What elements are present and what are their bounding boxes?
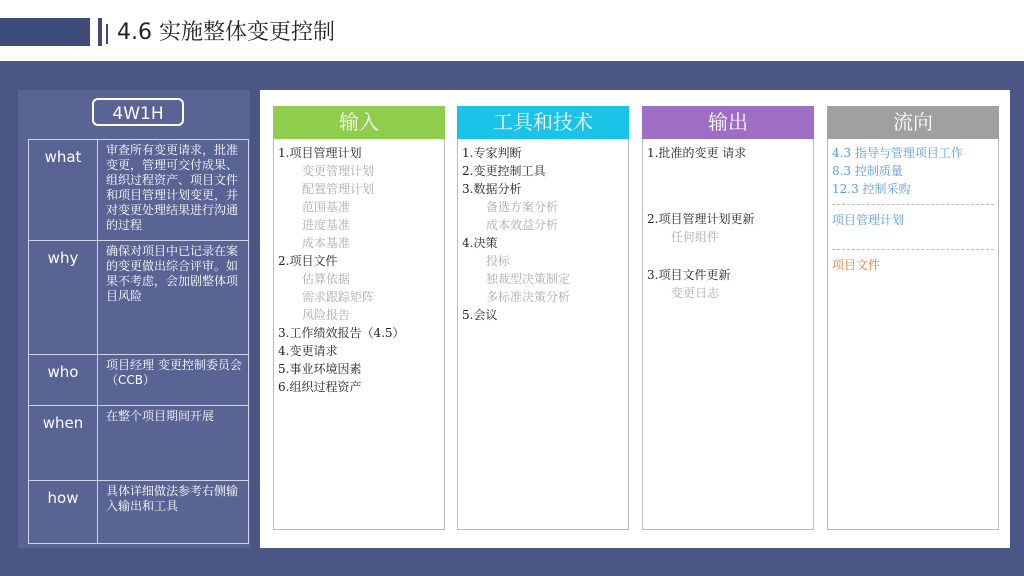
dashed-divider (832, 204, 994, 205)
input-column-body (273, 139, 445, 530)
list-item: 2.项目文件 (278, 254, 338, 268)
flow-item-link: 4.3 指导与管理项目工作 (832, 146, 963, 160)
flow-column-body (827, 139, 999, 530)
output-column-body (642, 139, 814, 530)
list-item: 3.数据分析 (462, 182, 522, 196)
list-item: 配置管理计划 (302, 182, 375, 196)
tools-column (457, 106, 629, 530)
header-accent-band (0, 18, 90, 46)
list-item: 需求跟踪矩阵 (302, 290, 375, 304)
flow-column-header: 流向 (827, 106, 999, 139)
row-key-when: when (29, 406, 98, 481)
table-row (29, 140, 249, 241)
row-value-what: 审查所有变更请求，批准变更，管理可交付成果、组织过程资产、项目文件和项目管理计划变更，并对变更处理结果进行沟通的过程 (98, 140, 249, 241)
list-item: 2.项目管理计划更新 (647, 212, 755, 226)
list-item: 成本基准 (302, 236, 351, 250)
spacer (647, 162, 809, 210)
flow-column (827, 106, 999, 530)
list-item: 3.工作绩效报告（4.5） (278, 326, 405, 340)
title-bar-thin (106, 24, 108, 44)
list-item: 独裁型决策制定 (486, 272, 571, 286)
row-key-how: how (29, 481, 98, 544)
input-column (273, 106, 445, 530)
list-item: 变更管理计划 (302, 164, 375, 178)
list-item: 进度基准 (302, 218, 351, 232)
row-key-what: what (29, 140, 98, 241)
list-item: 6.组织过程资产 (278, 380, 362, 394)
list-item: 5.会议 (462, 308, 498, 322)
table-row (29, 406, 249, 481)
list-item: 多标准决策分析 (486, 290, 571, 304)
list-item: 备选方案分析 (486, 200, 559, 214)
list-item: 5.事业环境因素 (278, 362, 362, 376)
flow-item-link: 8.3 控制质量 (832, 164, 903, 178)
row-value-why: 确保对项目中已记录在案的变更做出综合评审。如果不考虑，会加剧整体项目风险 (98, 241, 249, 355)
list-item: 3.项目文件更新 (647, 268, 731, 282)
row-value-when: 在整个项目期间开展 (98, 406, 249, 481)
row-key-who: who (29, 355, 98, 406)
table-row (29, 355, 249, 406)
list-item: 2.变更控制工具 (462, 164, 546, 178)
flow-item-link: 12.3 控制采购 (832, 182, 911, 196)
flow-item-link: 项目管理计划 (832, 213, 905, 227)
list-item: 投标 (486, 254, 511, 268)
row-value-how: 具体详细做法参考右侧输入输出和工具 (98, 481, 249, 544)
list-item: 1.项目管理计划 (278, 146, 362, 160)
row-key-why: why (29, 241, 98, 355)
page-title: 4.6 实施整体变更控制 (117, 20, 335, 45)
row-value-who: 项目经理 变更控制委员会（CCB） (98, 355, 249, 406)
list-item: 1.专家判断 (462, 146, 522, 160)
list-item: 任何组件 (671, 230, 720, 244)
tools-column-header: 工具和技术 (457, 106, 629, 139)
title-bar-thick (98, 18, 102, 46)
list-item: 估算依据 (302, 272, 351, 286)
flow-item-link: 项目文件 (832, 258, 881, 272)
list-item: 成本效益分析 (486, 218, 559, 232)
spacer (647, 246, 809, 266)
output-column-header: 输出 (642, 106, 814, 139)
table-row (29, 241, 249, 355)
tools-column-body (457, 139, 629, 530)
list-item: 1.批准的变更 请求 (647, 146, 747, 160)
list-item: 变更日志 (671, 286, 720, 300)
list-item: 范围基准 (302, 200, 351, 214)
4w1h-badge: 4W1H (92, 98, 184, 126)
dashed-divider (832, 249, 994, 250)
list-item: 4.变更请求 (278, 344, 338, 358)
table-row (29, 481, 249, 544)
spacer (832, 229, 994, 243)
output-column (642, 106, 814, 530)
list-item: 4.决策 (462, 236, 498, 250)
input-column-header: 输入 (273, 106, 445, 139)
4w1h-table (28, 139, 249, 544)
list-item: 风险报告 (302, 308, 351, 322)
